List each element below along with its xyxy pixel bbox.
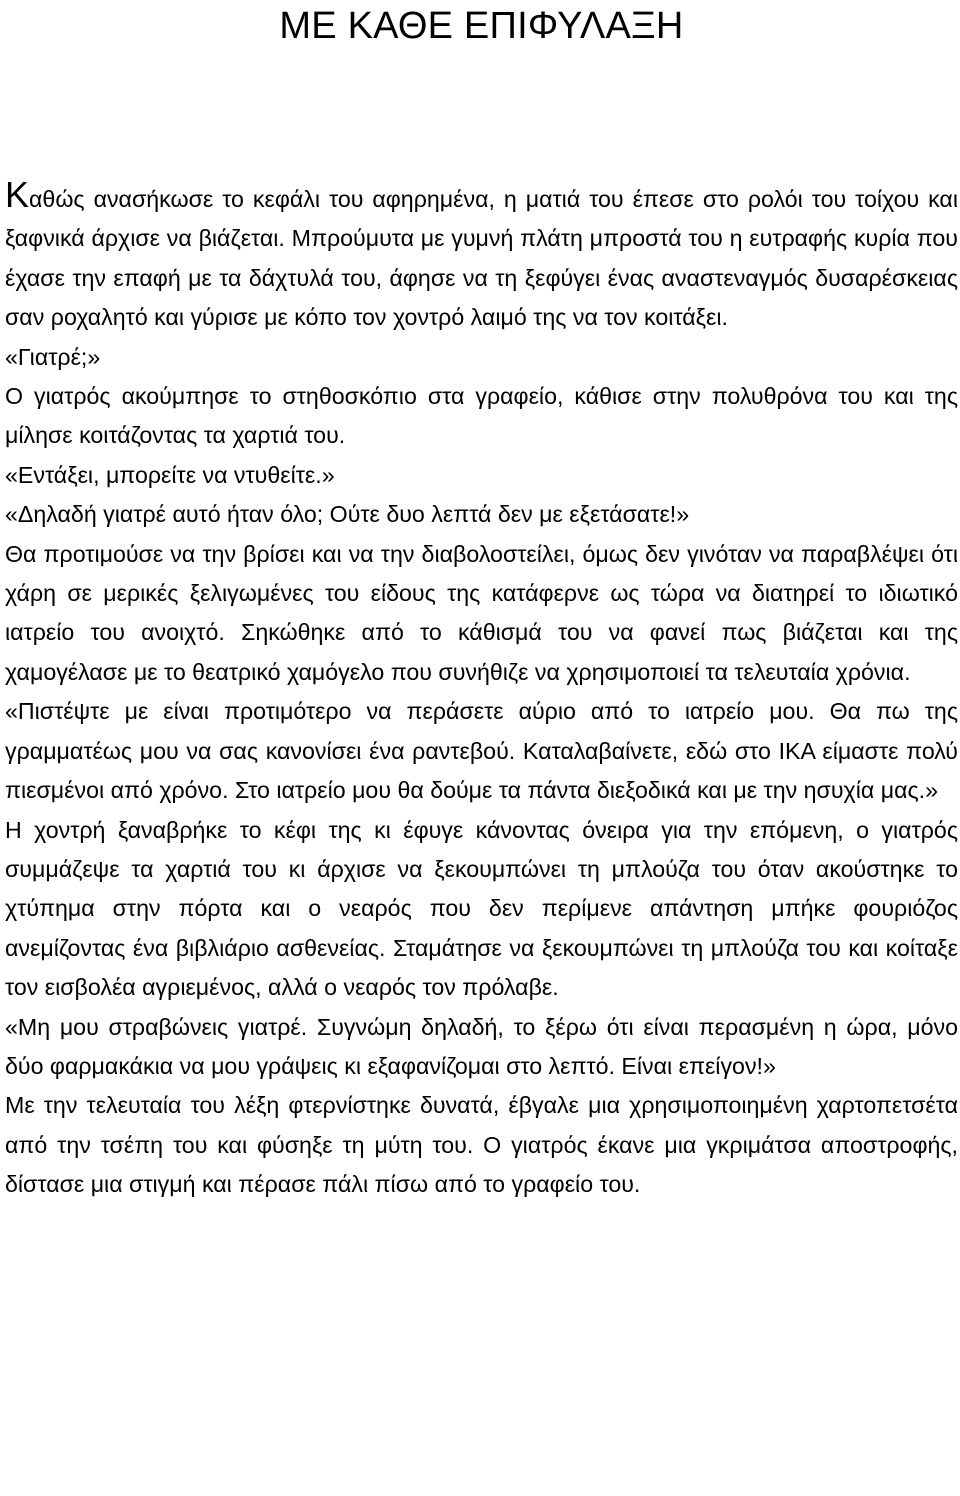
paragraph-9: «Μη μου στραβώνεις γιατρέ. Συγνώμη δηλαδή, το ξέρω ότι είναι περασμένη η ώρα, μόνο δύο φαρμακάκια να μου γράψεις κι εξαφανίζομαι στο λεπτό. Είναι επείγον!» — [5, 1013, 958, 1079]
document-title: ΜΕ ΚΑΘΕ ΕΠΙΦΥΛΑΞΗ — [279, 5, 684, 47]
paragraph-5: «Δηλαδή γιατρέ αυτό ήταν όλο; Ούτε δυο λεπτά δεν με εξετάσατε!» — [5, 501, 690, 528]
document-page — [5, 0, 958, 1205]
story-body — [5, 174, 958, 1205]
paragraph-8: Η χοντρή ξαναβρήκε το κέφι της κι έφυγε κάνοντας όνειρα για την επόμενη, ο γιατρός συμμάζεψε τα χαρτιά του κι άρχισε να ξεκουμπώνει τη μπλούζα του όταν ακούστηκε το χτύπημα στην πόρτα και ο νεαρός που δεν περίμενε απάντηση μπήκε φουριόζος ανεμίζοντας ένα βιβλιάριο ασθενείας. Σταμάτησε να ξεκουμπώνει τη μπλούζα του και κοίταξε τον εισβολέα αγριεμένος, αλλά ο νεαρός τον πρόλαβε. — [5, 816, 958, 1001]
paragraph-1-text: αθώς ανασήκωσε το κεφάλι του αφηρημένα, η ματιά του έπεσε στο ρολόι του τοίχου και ξαφνικά άρχισε να βιάζεται. Μπρούμυτα με γυμνή πλάτη μπροστά του η ευτραφής κυρία που έχασε την επαφή με τα δάχτυλά του, άφησε να τη ξεφύγει ένας αναστεναγμός δυσαρέσκειας σαν ροχαλητό και γύρισε με κόπο τον χοντρό λαιμό της να τον κοιτάξει. — [5, 186, 958, 331]
paragraph-1 — [5, 174, 958, 338]
paragraph-3: Ο γιατρός ακούμπησε το στηθοσκόπιο στα γραφείο, κάθισε στην πολυθρόνα του και της μίλησε κοιτάζοντας τα χαρτιά του. — [5, 383, 958, 449]
paragraph-4: «Εντάξει, μπορείτε να ντυθείτε.» — [5, 461, 335, 488]
paragraph-7: «Πιστέψτε με είναι προτιμότερο να περάσετε αύριο από το ιατρείο μου. Θα πω της γραμματέως μου να σας κανονίσει ένα ραντεβού. Καταλαβαίνετε, εδώ στο ΙΚΑ είμαστε πολύ πιεσμένοι από χρόνο. Στο ιατρείο μου θα δούμε τα πάντα διεξοδικά και με την ησυχία μας.» — [5, 698, 958, 804]
paragraph-2: «Γιατρέ;» — [5, 343, 101, 370]
drop-cap-initial: Κ — [5, 174, 30, 215]
paragraph-6: Θα προτιμούσε να την βρίσει και να την διαβολοστείλει, όμως δεν γινόταν να παραβλέψει ότι χάρη σε μερικές ξελιγωμένες του είδους της κατάφερνε ως τώρα να διατηρεί το ιδιωτικό ιατρείο του ανοιχτό. Σηκώθηκε από το κάθισμά του να φανεί πως βιάζεται και της χαμογέλασε με το θεατρικό χαμόγελο που συνήθιζε να χρησιμοποιεί τα τελευταία χρόνια. — [5, 540, 958, 685]
paragraph-10: Με την τελευταία του λέξη φτερνίστηκε δυνατά, έβγαλε μια χρησιμοποιημένη χαρτοπετσέτα από την τσέπη του και φύσηξε τη μύτη του. Ο γιατρός έκανε μια γκριμάτσα αποστροφής, δίστασε μια στιγμή και πέρασε πάλι πίσω από το γραφείο του. — [5, 1092, 958, 1198]
